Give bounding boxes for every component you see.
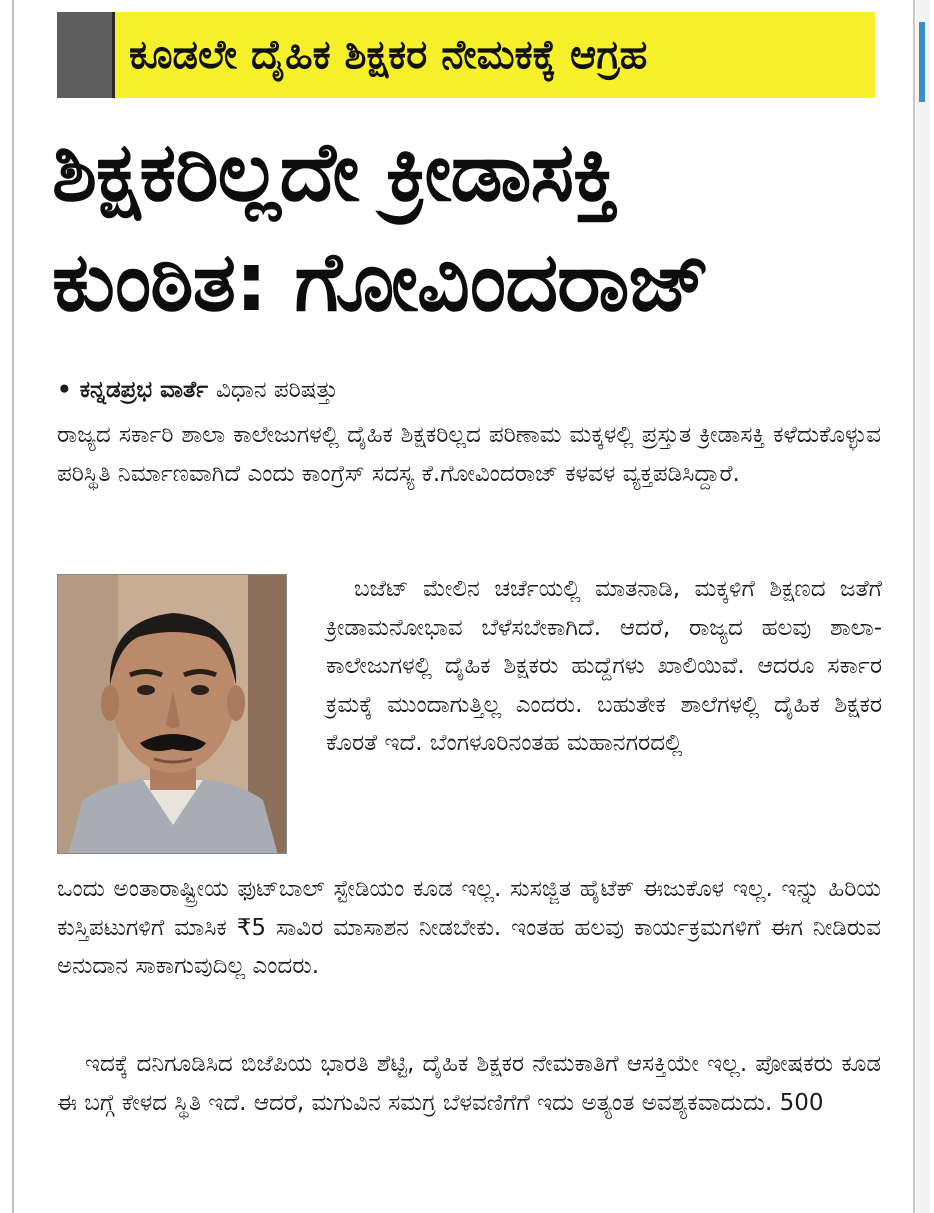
byline-place: ವಿಧಾನ ಪರಿಷತ್ತು [215,377,338,403]
article-paragraph-2: ಬಜೆಟ್ ಮೇಲಿನ ಚರ್ಚೆಯಲ್ಲಿ ಮಾತನಾಡಿ, ಮಕ್ಕಳಿಗೆ ಶಿಕ್ಷಣದ ಜತೆಗೆ ಕ್ರೀಡಾಮನೋಭಾವ ಬೆಳೆಸಬೇಕಾಗಿದೆ. ಆದರೆ, ರಾಜ್ಯದ ಹಲವು ಶಾಲಾ-ಕಾಲೇಜುಗಳಲ್ಲಿ ದೈಹಿಕ ಶಿಕ್ಷಕರು ಹುದ್ದೆಗಳು ಖಾಲಿಯಿವೆ. ಆದರೂ ಸರ್ಕಾರ ಕ್ರಮಕ್ಕೆ ಮುಂದಾಗುತ್ತಿಲ್ಲ ಎಂದರು. ಬಹುತೇಕ ಶಾಲೆಗಳಲ್ಲಿ ದೈಹಿಕ ಶಿಕ್ಷಕರ ಕೊರತೆ ಇದೆ. ಬೆಂಗಳೂರಿನಂತಹ ಮಹಾನಗರದಲ್ಲಿ [326,576,882,756]
right-column-rule [913,0,915,1213]
headline-line-1: ಶಿಕ್ಷಕರಿಲ್ಲದೇ ಕ್ರೀಡಾಸಕ್ತಿ [52,125,618,220]
byline-source: ಕನ್ನಡಪ್ರಭ ವಾರ್ತೆ [79,377,208,403]
portrait-photo [57,574,287,854]
byline-bullet: • [57,377,72,403]
byline [57,372,897,408]
headline-line-2: ಕುಂಠಿತ: ಗೋವಿಂದರಾಜ್ [52,235,710,330]
kicker-marker-box [57,12,115,98]
kicker-bar [57,12,875,98]
article-paragraph-4: ಇದಕ್ಕೆ ದನಿಗೂಡಿಸಿದ ಬಿಜೆಪಿಯ ಭಾರತಿ ಶೆಟ್ಟಿ, ದೈಹಿಕ ಶಿಕ್ಷಕರ ನೇಮಕಾತಿಗೆ ಆಸಕ್ತಿಯೇ ಇಲ್ಲ. ಪೋಷಕರು ಕೂಡ ಈ ಬಗ್ಗೆ ಕೇಳದ ಸ್ಥಿತಿ ಇದೆ. ಆದರೆ, ಮಗುವಿನ ಸಮಗ್ರ ಬೆಳವಣಿಗೆಗೆ ಇದು ಅತ್ಯಂತ ಅವಶ್ಯಕವಾದುದು. 500 [57,1051,881,1116]
left-column-rule [12,0,14,1213]
adjacent-column-edge [916,0,930,1213]
kicker-text: ಕೂಡಲೇ ದೈಹಿಕ ಶಿಕ್ಷಕರ ನೇಮಕಕ್ಕೆ ಆಗ್ರಹ [129,32,648,78]
portrait-illustration [58,575,287,854]
article-paragraph-1: ರಾಜ್ಯದ ಸರ್ಕಾರಿ ಶಾಲಾ ಕಾಲೇಜುಗಳಲ್ಲಿ ದೈಹಿಕ ಶಿಕ್ಷಕರಿಲ್ಲದ ಪರಿಣಾಮ ಮಕ್ಕಳಲ್ಲಿ ಪ್ರಸ್ತುತ ಕ್ರೀಡಾಸಕ್ತಿ ಕಳೆದುಕೊಳ್ಳುವ ಪರಿಸ್ಥಿತಿ ನಿರ್ಮಾಣವಾಗಿದೆ ಎಂದು ಕಾಂಗ್ರೆಸ್ ಸದಸ್ಯ ಕೆ.ಗೋವಿಂದರಾಜ್ ಕಳವಳ ವ್ಯಕ್ತಪಡಿಸಿದ್ದಾರೆ. [57,422,881,487]
article-paragraph-3: ಒಂದು ಅಂತಾರಾಷ್ಟ್ರೀಯ ಫುಟ್‌ಬಾಲ್ ಸ್ಟೇಡಿಯಂ ಕೂಡ ಇಲ್ಲ. ಸುಸಜ್ಜಿತ ಹೈಟೆಕ್ ಈಜುಕೊಳ ಇಲ್ಲ. ಇನ್ನು ಹಿರಿಯ ಕುಸ್ತಿಪಟುಗಳಿಗೆ ಮಾಸಿಕ ₹5 ಸಾವಿರ ಮಾಸಾಶನ ನೀಡಬೇಕು. ಇಂತಹ ಹಲವು ಕಾರ್ಯಕ್ರಮಗಳಿಗೆ ಈಗ ನೀಡಿರುವ ಅನುದಾನ ಸಾಕಾಗುವುದಿಲ್ಲ ಎಂದರು. [57,876,881,979]
headline [52,118,902,338]
